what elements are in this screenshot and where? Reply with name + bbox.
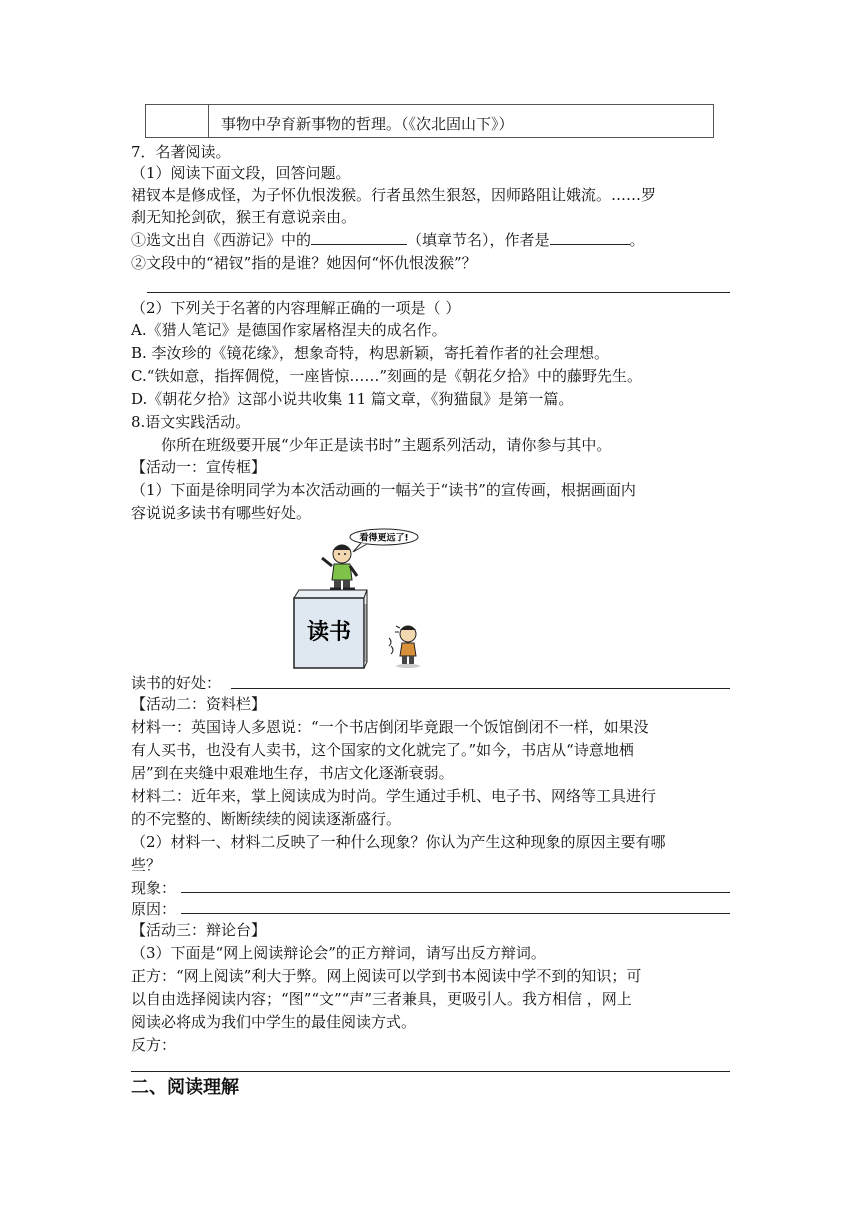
q7-title: 7．名著阅读。 [131,143,231,161]
activity1-heading: 【活动一：宣传框】 [131,458,267,476]
table-fragment [145,104,714,138]
reason-label: 原因： [131,900,177,918]
q7-option-a: A.《猎人笔记》是德国作家屠格涅夫的成名作。 [131,321,447,339]
book-icon [294,590,367,668]
q7-part1-prompt: （1）阅读下面文段，回答问题。 [131,164,351,182]
small-child [389,626,420,668]
q7-passage-line1: 裙钗本是修成怪，为子怀仇恨泼猴。行者虽然生狠怒，因师路阻让娥流。……罗 [131,186,657,204]
q7-sub1-text-c: 。 [629,231,645,249]
material2-line2: 的不完整的、断断续续的阅读逐渐盛行。 [131,810,402,828]
table-cell-empty [146,105,209,137]
material1-line1: 材料一：英国诗人多恩说：“一个书店倒闭毕竟跟一个饭馆倒闭不一样，如果没 [131,718,649,736]
con-answer-line[interactable] [131,1071,730,1072]
material1-line2: 有人买书，也没有人卖书，这个国家的文化就完了。”如今，书店从“诗意地栖 [131,741,634,759]
q7-option-d: D.《朝花夕拾》这部小说共收集 11 篇文章，《狗猫鼠》是第一篇。 [131,390,574,408]
q8-intro: 你所在班级要开展“少年正是读书时”主题系列活动，请你参与其中。 [161,436,612,454]
material1-line3: 居”到在夹缝中艰难地生存，书店文化逐渐衰弱。 [131,764,454,782]
activity2-q-line2: 些？ [131,856,162,874]
q7-sub1-text-b: （填章节名），作者是 [407,231,550,249]
pro-line1: 正方：“网上阅读”利大于弊。网上阅读可以学到书本阅读中学不到的知识；可 [131,967,642,985]
activity1-line2: 容说说多读书有哪些好处。 [131,504,312,522]
q7-sub1-text-a: ①选文出自《西游记》中的 [131,231,312,249]
reason-answer-line[interactable] [181,913,730,914]
speech-bubble-text: 看得更远了! [359,533,409,544]
q7-option-c: C.“铁如意，指挥倜傥，一座皆惊……”刻画的是《朝花夕拾》中的藤野先生。 [131,367,643,385]
author-blank[interactable] [550,230,630,245]
benefit-label: 读书的好处： [131,674,222,692]
section2-heading: 二、阅读理解 [131,1077,239,1098]
phenomenon-label: 现象： [131,879,177,897]
activity2-q-line1: （2）材料一、材料二反映了一种什么现象？你认为产生这种现象的原因主要有哪 [131,833,666,851]
activity1-line1: （1）下面是徐明同学为本次活动画的一幅关于“读书”的宣传画，根据画面内 [131,481,636,499]
q7-part2-prompt: （2）下列关于名著的内容理解正确的一项是（ ） [131,299,461,317]
reading-cartoon-illustration [277,526,447,671]
con-label: 反方： [131,1036,177,1054]
book-cover-text: 读书 [306,620,352,645]
q7-sub1 [131,230,645,250]
q7-option-b: B. 李汝珍的《镜花缘》，想象奇特，构思新颖，寄托着作者的社会理想。 [131,344,610,362]
table-cell-text: 事物中孕育新事物的哲理。（《次北固山下》） [221,115,514,133]
material2-line1: 材料二：近年来，掌上阅读成为时尚。学生通过手机、电子书、网络等工具进行 [131,787,657,805]
q8-title: 8.语文实践活动。 [131,413,251,431]
activity3-prompt: （3）下面是“网上阅读辩论会”的正方辩词，请写出反方辩词。 [131,944,546,962]
q7-passage-line2: 刹无知抡剑砍，猴王有意说亲由。 [131,208,357,226]
pro-line2: 以自由选择阅读内容；“图”“文”“声”三者兼具，更吸引人。我方相信 ，网上 [131,990,632,1008]
speech-bubble [350,529,418,552]
q7-sub2-answer-line[interactable] [147,292,730,293]
pro-line3: 阅读必将成为我们中学生的最佳阅读方式。 [131,1013,417,1031]
benefit-answer-line[interactable] [231,688,730,689]
boy-on-book [322,545,357,589]
q7-sub2: ②文段中的“裙钗”指的是谁？她因何“怀仇恨泼猴”？ [131,254,477,272]
phenomenon-answer-line[interactable] [181,892,730,893]
activity2-heading: 【活动二：资料栏】 [131,695,267,713]
activity3-heading: 【活动三：辩论台】 [131,921,267,939]
chapter-blank[interactable] [311,230,407,245]
